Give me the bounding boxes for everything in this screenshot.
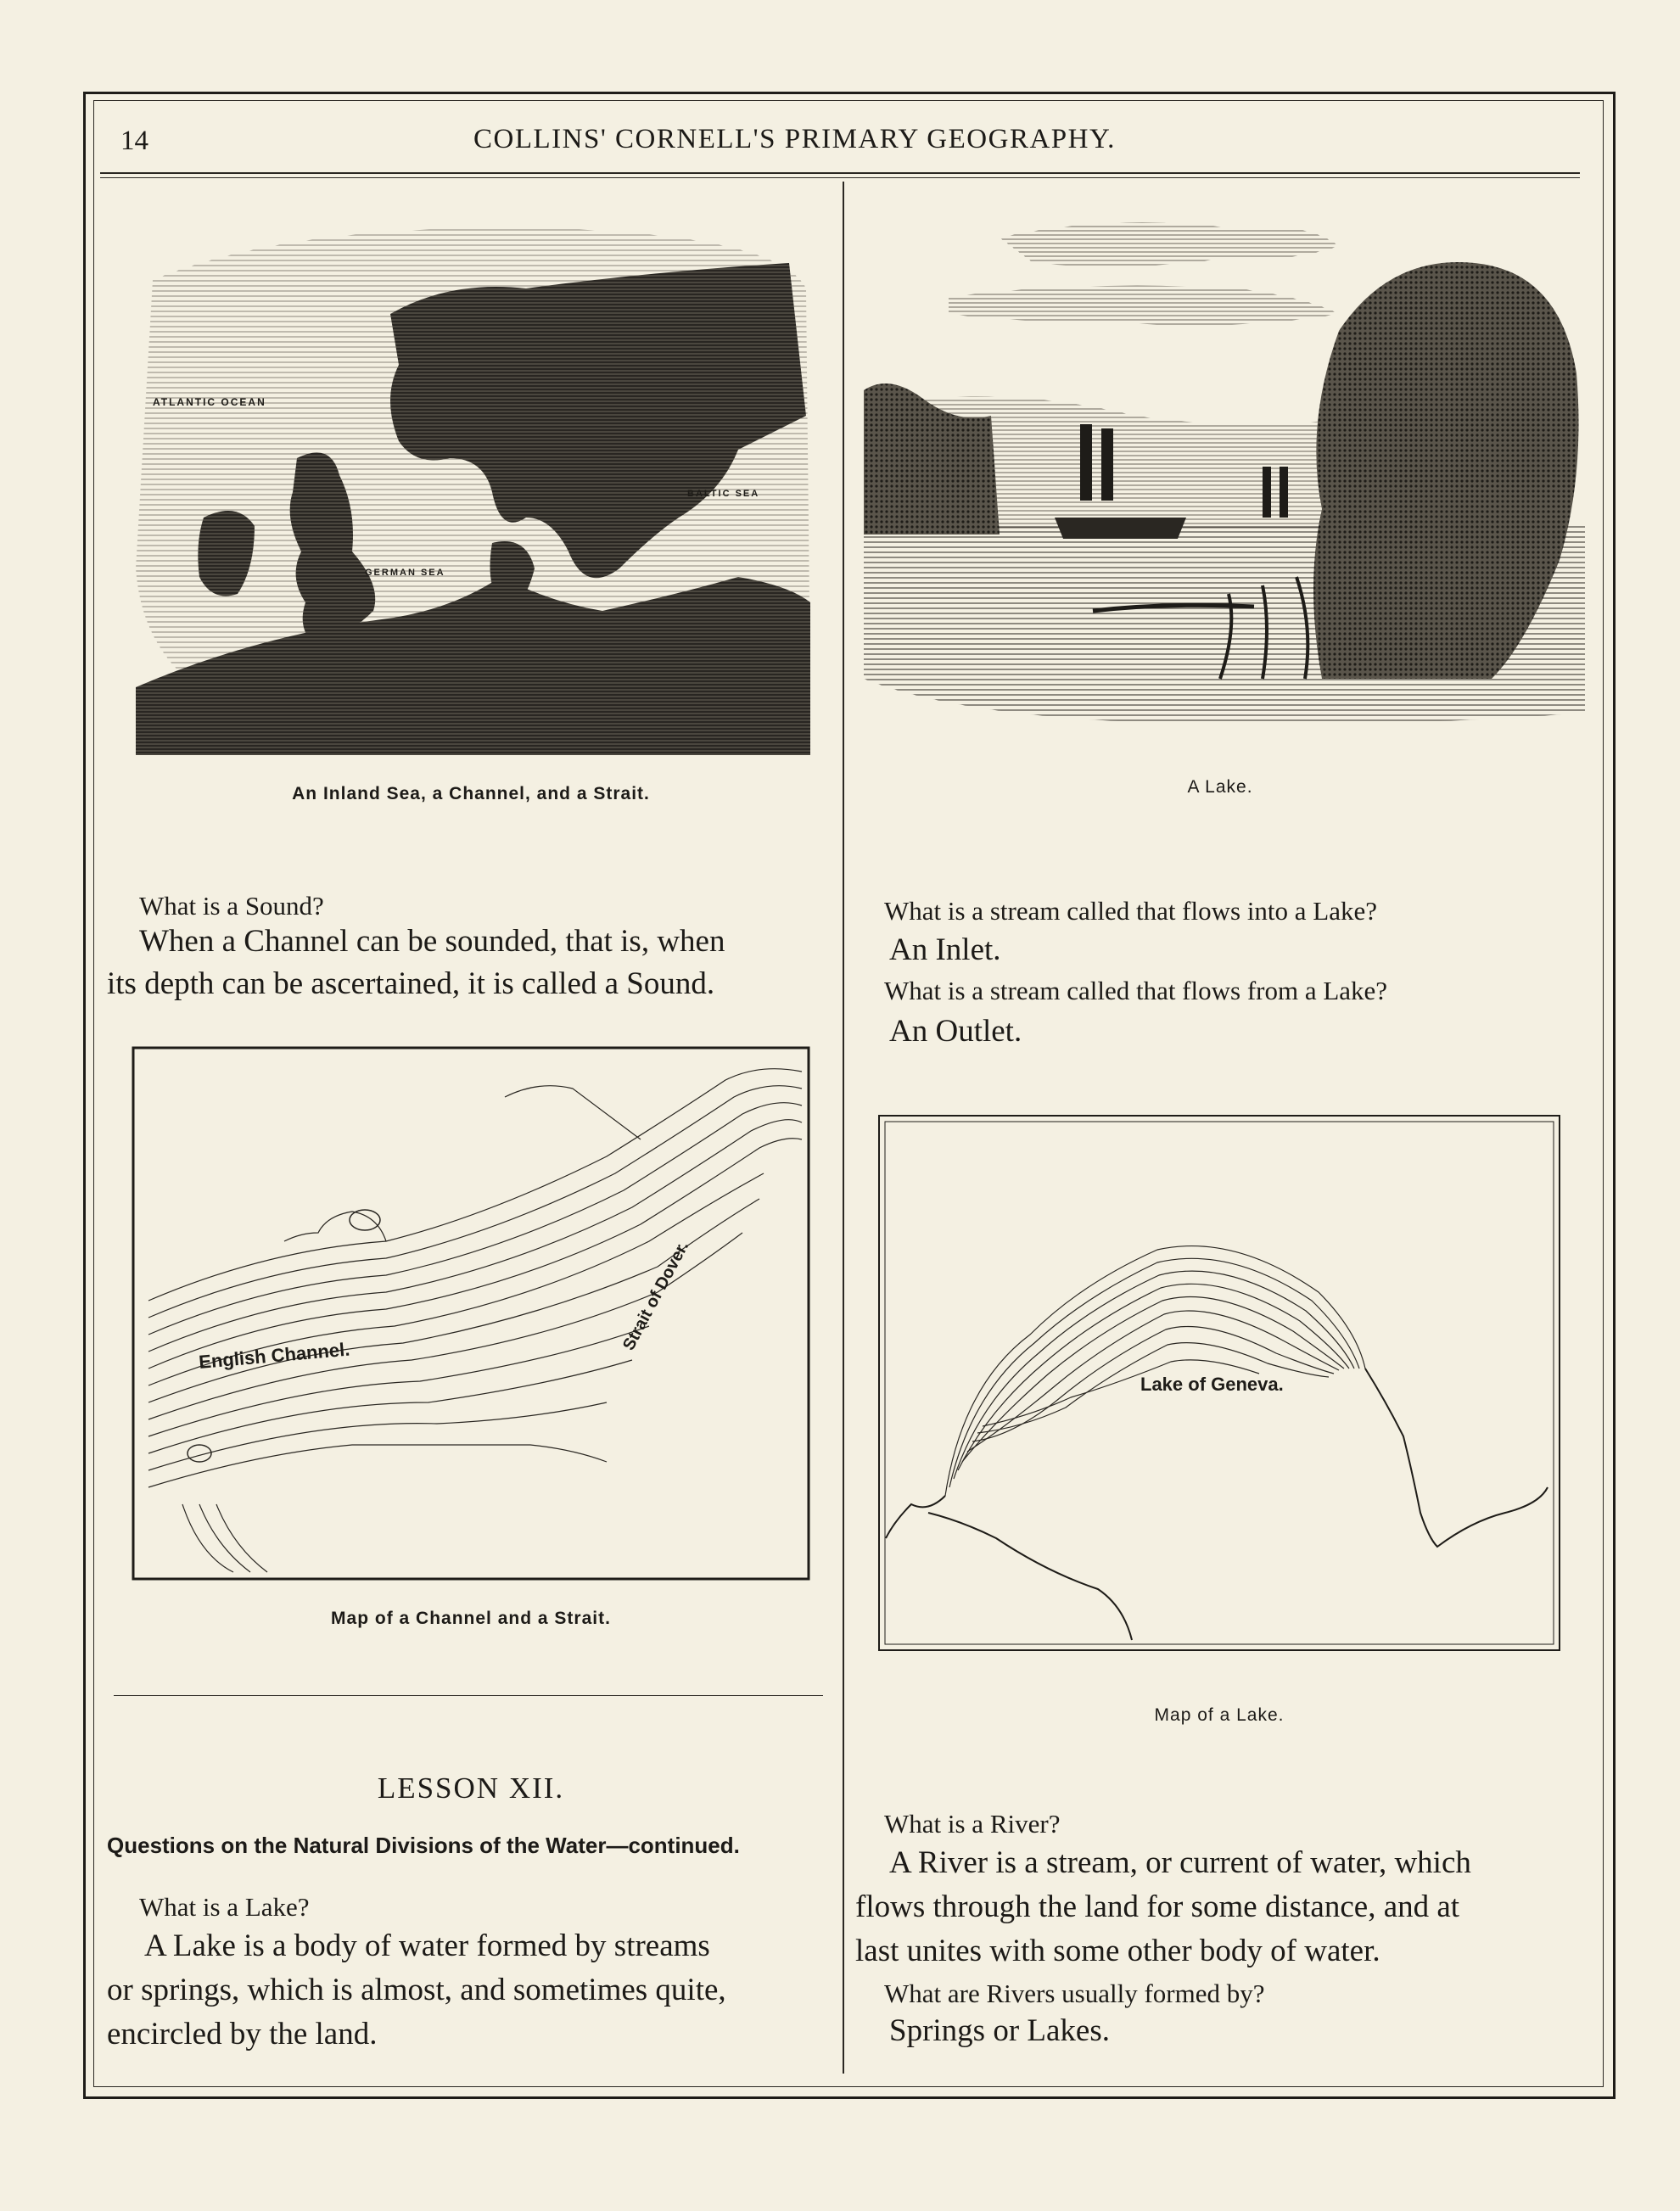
question-outlet: What is a stream called that flows from a Lake? (884, 976, 1388, 1005)
answer-outlet: An Outlet. (889, 1014, 1022, 1049)
caption-channel-map: Map of a Channel and a Strait. (331, 1609, 611, 1628)
lesson-title: LESSON XII. (377, 1772, 565, 1805)
question-river: What is a River? (884, 1809, 1061, 1839)
inland-sea-engraving (127, 212, 815, 772)
lesson-subtitle: Questions on the Natural Divisions of the Water—continued. (107, 1833, 740, 1858)
lake-geneva-map (877, 1114, 1561, 1652)
label-lake-of-geneva: Lake of Geneva. (1140, 1374, 1284, 1395)
answer-lake-line2: or springs, which is almost, and sometimes quite, (107, 1973, 726, 2007)
answer-lake-line1: A Lake is a body of water formed by streams (144, 1928, 710, 1963)
lesson-divider (114, 1695, 823, 1696)
lake-engraving (864, 204, 1585, 747)
label-baltic-sea: BALTIC SEA (687, 489, 760, 499)
label-strait-of-dover: Strait of Dover. (619, 1238, 693, 1354)
answer-lake-line3: encircled by the land. (107, 2017, 378, 2051)
question-inlet: What is a stream called that flows into a Lake? (884, 896, 1378, 926)
caption-inland-sea: An Inland Sea, a Channel, and a Strait. (292, 784, 650, 803)
label-german-sea: GERMAN SEA (365, 568, 445, 578)
question-rivers-formed: What are Rivers usually formed by? (884, 1979, 1265, 2008)
answer-river-line3: last unites with some other body of water. (855, 1934, 1380, 1968)
label-atlantic-ocean: ATLANTIC OCEAN (153, 396, 266, 408)
header-rule (100, 172, 1580, 174)
page-number: 14 (120, 126, 148, 156)
answer-rivers-formed: Springs or Lakes. (889, 2013, 1110, 2048)
running-head: COLLINS' CORNELL'S PRIMARY GEOGRAPHY. (473, 124, 1116, 154)
answer-river-line2: flows through the land for some distance, and at (855, 1889, 1460, 1924)
label-english-channel: English Channel. (198, 1338, 351, 1373)
channel-strait-map (132, 1046, 810, 1581)
question-sound: What is a Sound? (139, 891, 324, 921)
answer-river-line1: A River is a stream, or current of water, which (889, 1845, 1471, 1880)
question-lake: What is a Lake? (139, 1892, 310, 1922)
header-rule-secondary (100, 177, 1580, 178)
answer-inlet: An Inlet. (889, 932, 1001, 967)
caption-lake: A Lake. (1187, 777, 1253, 797)
answer-sound-line2: its depth can be ascertained, it is called a Sound. (107, 966, 715, 1001)
answer-sound-line1: When a Channel can be sounded, that is, when (139, 924, 725, 959)
column-divider (843, 182, 844, 2074)
caption-lake-map: Map of a Lake. (1154, 1705, 1285, 1725)
